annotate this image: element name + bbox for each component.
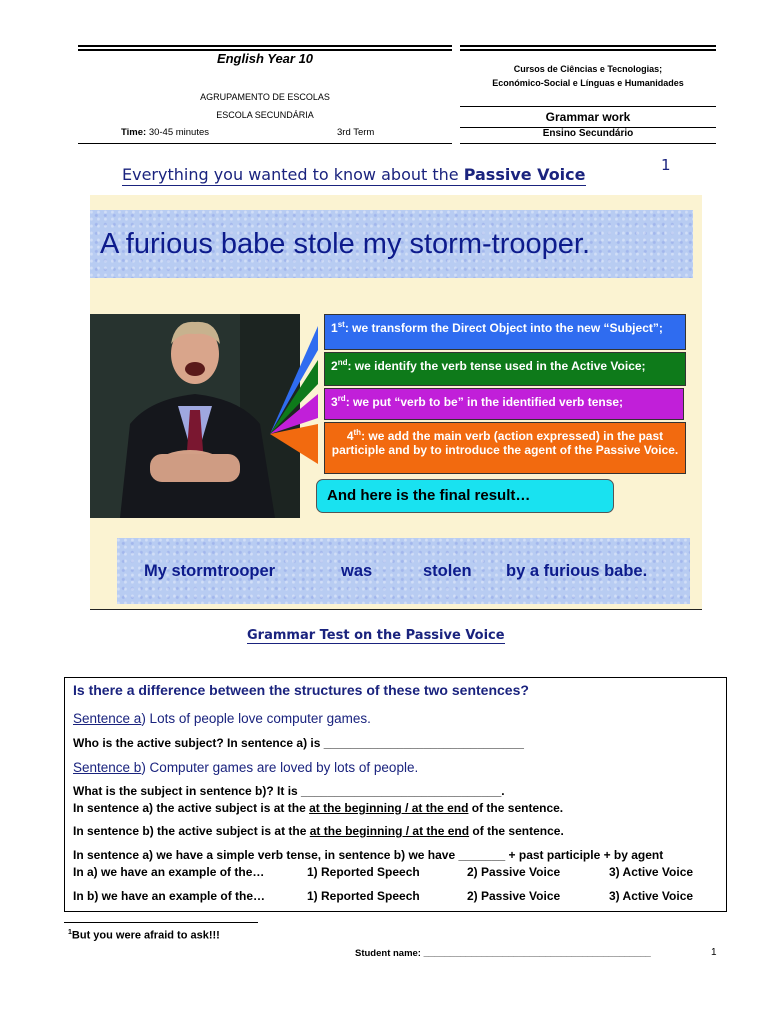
passive-part-participle: stolen bbox=[423, 562, 472, 580]
option-a-3: 3) Active Voice bbox=[609, 865, 694, 879]
sentence-b: Sentence b) Computer games are loved by lots of people. bbox=[73, 760, 419, 775]
work-type: Grammar work bbox=[545, 110, 631, 124]
option-a-2: 2) Passive Voice bbox=[467, 865, 561, 879]
header-rule-bottom-right bbox=[460, 143, 716, 144]
passive-part-subject: My stormtrooper bbox=[144, 562, 276, 580]
final-result-callout: And here is the final result… bbox=[316, 479, 614, 513]
school-group: AGRUPAMENTO DE ESCOLAS bbox=[200, 92, 330, 102]
step-1: 1st: we transform the Direct Object into the new “Subject”; bbox=[324, 314, 686, 350]
position-question-a: In sentence a) the active subject is at the at the beginning / at the end of the sentence. bbox=[73, 801, 564, 815]
option-a-1: 1) Reported Speech bbox=[307, 865, 420, 879]
passive-part-be: was bbox=[341, 562, 373, 580]
option-b-2: 2) Passive Voice bbox=[467, 889, 561, 903]
footnote-rule bbox=[64, 922, 258, 923]
test-title: Grammar Test on the Passive Voice bbox=[247, 628, 505, 643]
courses-line-1: Cursos de Ciências e Tecnologias; bbox=[513, 64, 663, 74]
example-question-b: In b) we have an example of the… bbox=[73, 889, 266, 903]
option-b-3: 3) Active Voice bbox=[609, 889, 694, 903]
passive-voice-slide bbox=[90, 195, 702, 610]
page-number: 1 bbox=[711, 947, 717, 958]
test-question: Is there a difference between the structures of these two sentences? bbox=[73, 682, 529, 698]
passive-sentence-banner bbox=[117, 538, 690, 604]
title-prefix: Everything you wanted to know about the bbox=[122, 165, 464, 184]
term: 3rd Term bbox=[337, 127, 375, 138]
question-active-subject-a: Who is the active subject? In sentence a) is ______________________________ bbox=[73, 736, 524, 750]
position-question-b: In sentence b) the active subject is at the at the beginning / at the end of the sentence. bbox=[73, 824, 564, 838]
header-left bbox=[78, 47, 452, 142]
step-3: 3rd: we put “verb to be” in the identified verb tense; bbox=[324, 388, 684, 420]
step-4: 4th: we add the main verb (action expressed) in the past participle and by to introduce the agent of the Passive Voice. bbox=[324, 422, 686, 474]
level: Ensino Secundário bbox=[542, 128, 634, 139]
active-sentence: A furious babe stole my storm-trooper. bbox=[100, 228, 590, 260]
title-emphasis: Passive Voice bbox=[463, 165, 586, 184]
courses-line-2: Económico-Social e Línguas e Humanidades bbox=[492, 78, 684, 88]
passive-part-agent: by a furious babe. bbox=[506, 562, 648, 580]
header-rule-bottom-left bbox=[78, 143, 452, 144]
page-title bbox=[122, 165, 586, 186]
step-2: 2nd: we identify the verb tense used in the Active Voice; bbox=[324, 352, 686, 386]
callout-pointer bbox=[260, 314, 320, 514]
school-name: ESCOLA SECUNDÁRIA bbox=[216, 110, 314, 120]
time-label: Time: bbox=[121, 127, 147, 138]
course-title: English Year 10 bbox=[216, 51, 314, 66]
header-rule-mid-right bbox=[460, 106, 716, 107]
time-value: 30-45 minutes bbox=[148, 127, 210, 138]
example-question-a: In a) we have an example of the… bbox=[73, 865, 265, 879]
header-rule-mid-right-2 bbox=[460, 127, 716, 128]
tense-question: In sentence a) we have a simple verb tense, in sentence b) we have _______ + past participle + by agent bbox=[73, 848, 664, 862]
title-footnote-mark: 1 bbox=[661, 156, 671, 174]
question-subject-b: What is the subject in sentence b)? It is ______________________________. bbox=[73, 784, 505, 798]
active-sentence-banner bbox=[90, 210, 693, 278]
footnote: $^1$But you were afraid to ask!!! bbox=[68, 929, 220, 942]
student-name-field[interactable]: Student name: ___________________________________________ bbox=[355, 948, 651, 959]
option-b-1: 1) Reported Speech bbox=[307, 889, 420, 903]
sentence-a: Sentence a) Lots of people love computer games. bbox=[73, 711, 371, 726]
grammar-test-box bbox=[64, 677, 727, 912]
